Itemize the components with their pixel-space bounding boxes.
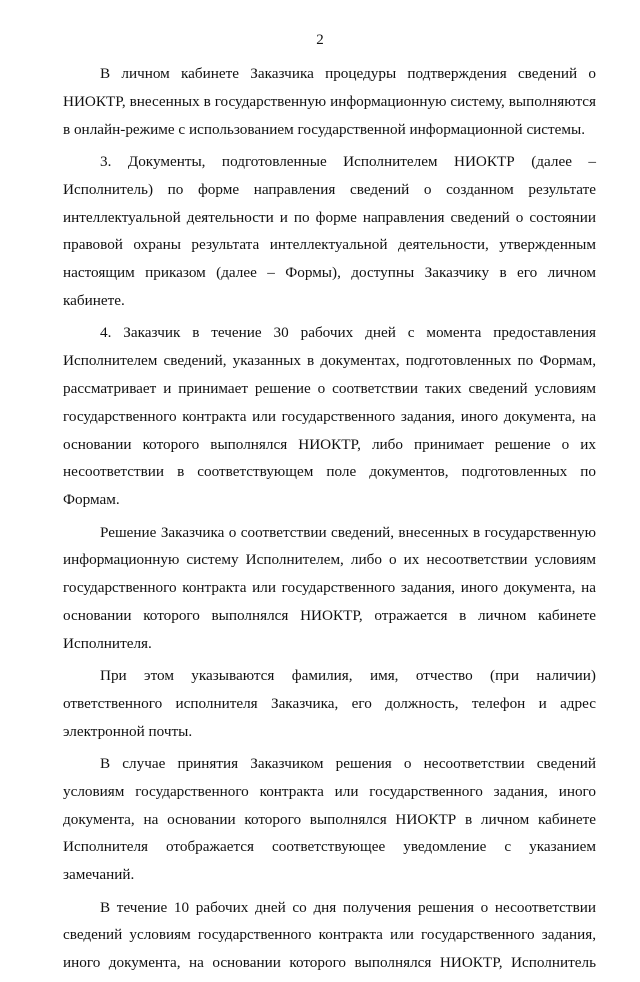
paragraph: В течение 10 рабочих дней со дня получения решения о несоответствии сведений условиям государственного контракта или государственного задания, иного документа, на основании которого выполнялся НИОКТР, Исполнитель: [63, 898, 596, 972]
paragraph: При этом указываются фамилия, имя, отчество (при наличии) ответственного исполнителя Заказчика, его должность, телефон и адрес электронной почты.: [63, 667, 596, 740]
document-body: [63, 60, 596, 982]
paragraph: 4. Заказчик в течение 30 рабочих дней с момента предоставления Исполнителем сведений, указанных в документах, подготовленных по Формам, рассматривает и принимает решение о соответствии таких сведений условиям государственного контракта или государственного задания, иного документа, на основании которого выполнялся НИОКТР, либо принимает решение о их несоответствии в соответствующем поле документов, подготовленных по Формам.: [63, 324, 596, 509]
paragraph: 3. Документы, подготовленные Исполнителем НИОКТР (далее – Исполнитель) по форме направления сведений о созданном результате интеллектуальной деятельности и по форме направления сведений о состоянии правовой охраны результата интеллектуальной деятельности, утвержденным настоящим приказом (далее – Формы), доступны Заказчику в его личном кабинете.: [63, 152, 596, 309]
page-number: 2: [316, 32, 324, 48]
paragraph: В случае принятия Заказчиком решения о несоответствии сведений условиям государственного контракта или государственного задания, иного документа, на основании которого выполнялся НИОКТР в личном кабинете Исполнителя отображается соответствующее уведомление с указанием замечаний.: [63, 755, 596, 884]
paragraph: Решение Заказчика о соответствии сведений, внесенных в государственную информационную систему Исполнителем, либо о их несоответствии условиям государственного контракта или государственного задания, иного документа, на основании которого выполнялся НИОКТР, отражается в личном кабинете Исполнителя.: [63, 523, 596, 652]
paragraph: В личном кабинете Заказчика процедуры подтверждения сведений о НИОКТР, внесенных в государственную информационную систему, выполняются в онлайн-режиме с использованием государственной информационной системы.: [63, 65, 596, 138]
